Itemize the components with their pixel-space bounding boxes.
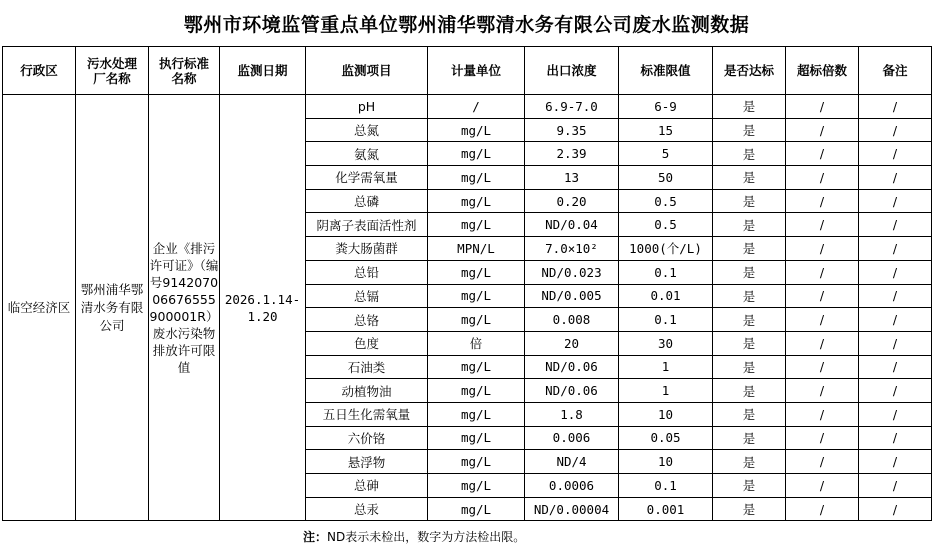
unit-cell: mg/L	[428, 497, 525, 521]
remark-cell: /	[859, 497, 932, 521]
unit-cell: mg/L	[428, 284, 525, 308]
remark-cell: /	[859, 260, 932, 284]
concentration-cell: ND/0.04	[525, 213, 619, 237]
plant-cell: 鄂州浦华鄂清水务有限公司	[76, 95, 149, 521]
limit-cell: 0.1	[619, 308, 713, 332]
header-standard: 执行标准名称	[149, 47, 220, 95]
header-compliant: 是否达标	[713, 47, 786, 95]
item-cell: 六价铬	[306, 426, 428, 450]
footnote-label: 注：	[303, 530, 328, 544]
limit-cell: 10	[619, 402, 713, 426]
header-date: 监测日期	[220, 47, 306, 95]
header-remark: 备注	[859, 47, 932, 95]
remark-cell: /	[859, 189, 932, 213]
concentration-cell: 13	[525, 166, 619, 190]
item-cell: 总镉	[306, 284, 428, 308]
item-cell: 总磷	[306, 189, 428, 213]
footnote	[303, 527, 525, 547]
district-cell: 临空经济区	[3, 95, 76, 521]
exceed-cell: /	[786, 237, 859, 261]
limit-cell: 0.01	[619, 284, 713, 308]
remark-cell: /	[859, 308, 932, 332]
unit-cell: mg/L	[428, 474, 525, 498]
unit-cell: mg/L	[428, 142, 525, 166]
unit-cell: mg/L	[428, 260, 525, 284]
limit-cell: 1	[619, 355, 713, 379]
unit-cell: mg/L	[428, 355, 525, 379]
compliant-cell: 是	[713, 474, 786, 498]
compliant-cell: 是	[713, 426, 786, 450]
exceed-cell: /	[786, 142, 859, 166]
exceed-cell: /	[786, 213, 859, 237]
unit-cell: MPN/L	[428, 237, 525, 261]
remark-cell: /	[859, 402, 932, 426]
remark-cell: /	[859, 213, 932, 237]
concentration-cell: 0.20	[525, 189, 619, 213]
page-title: 鄂州市环境监管重点单位鄂州浦华鄂清水务有限公司废水监测数据	[183, 13, 750, 36]
item-cell: pH	[306, 95, 428, 119]
compliant-cell: 是	[713, 260, 786, 284]
unit-cell: mg/L	[428, 213, 525, 237]
item-cell: 氨氮	[306, 142, 428, 166]
limit-cell: 6-9	[619, 95, 713, 119]
limit-cell: 0.5	[619, 189, 713, 213]
compliant-cell: 是	[713, 355, 786, 379]
exceed-cell: /	[786, 308, 859, 332]
exceed-cell: /	[786, 402, 859, 426]
item-cell: 化学需氧量	[306, 166, 428, 190]
limit-cell: 15	[619, 118, 713, 142]
concentration-cell: 0.008	[525, 308, 619, 332]
unit-cell: mg/L	[428, 189, 525, 213]
limit-cell: 5	[619, 142, 713, 166]
unit-cell: mg/L	[428, 450, 525, 474]
concentration-cell: 0.0006	[525, 474, 619, 498]
remark-cell: /	[859, 331, 932, 355]
exceed-cell: /	[786, 260, 859, 284]
item-cell: 粪大肠菌群	[306, 237, 428, 261]
item-cell: 总砷	[306, 474, 428, 498]
concentration-cell: 20	[525, 331, 619, 355]
header-unit: 计量单位	[428, 47, 525, 95]
item-cell: 总汞	[306, 497, 428, 521]
item-cell: 阴离子表面活性剂	[306, 213, 428, 237]
concentration-cell: 0.006	[525, 426, 619, 450]
exceed-cell: /	[786, 284, 859, 308]
limit-cell: 0.1	[619, 260, 713, 284]
item-cell: 总铬	[306, 308, 428, 332]
header-plant: 污水处理厂名称	[76, 47, 149, 95]
concentration-cell: ND/0.005	[525, 284, 619, 308]
compliant-cell: 是	[713, 213, 786, 237]
unit-cell: /	[428, 95, 525, 119]
item-cell: 总氮	[306, 118, 428, 142]
remark-cell: /	[859, 379, 932, 403]
concentration-cell: 2.39	[525, 142, 619, 166]
item-cell: 总铅	[306, 260, 428, 284]
limit-cell: 30	[619, 331, 713, 355]
exceed-cell: /	[786, 331, 859, 355]
compliant-cell: 是	[713, 284, 786, 308]
table-body	[3, 95, 932, 521]
unit-cell: mg/L	[428, 166, 525, 190]
item-cell: 色度	[306, 331, 428, 355]
concentration-cell: 7.0×10²	[525, 237, 619, 261]
footnote-text: ND表示未检出，数字为方法检出限。	[327, 530, 526, 544]
compliant-cell: 是	[713, 142, 786, 166]
exceed-cell: /	[786, 379, 859, 403]
unit-cell: mg/L	[428, 379, 525, 403]
remark-cell: /	[859, 142, 932, 166]
concentration-cell: 9.35	[525, 118, 619, 142]
item-cell: 动植物油	[306, 379, 428, 403]
item-cell: 五日生化需氧量	[306, 402, 428, 426]
header-row	[3, 47, 932, 95]
limit-cell: 0.05	[619, 426, 713, 450]
limit-cell: 10	[619, 450, 713, 474]
concentration-cell: ND/0.06	[525, 355, 619, 379]
concentration-cell: ND/0.00004	[525, 497, 619, 521]
remark-cell: /	[859, 355, 932, 379]
limit-cell: 1	[619, 379, 713, 403]
header-district: 行政区	[3, 47, 76, 95]
unit-cell: mg/L	[428, 118, 525, 142]
limit-cell: 0.001	[619, 497, 713, 521]
remark-cell: /	[859, 450, 932, 474]
unit-cell: 倍	[428, 331, 525, 355]
compliant-cell: 是	[713, 450, 786, 474]
compliant-cell: 是	[713, 189, 786, 213]
compliant-cell: 是	[713, 331, 786, 355]
exceed-cell: /	[786, 118, 859, 142]
header-limit: 标准限值	[619, 47, 713, 95]
concentration-cell: ND/4	[525, 450, 619, 474]
concentration-cell: ND/0.023	[525, 260, 619, 284]
exceed-cell: /	[786, 497, 859, 521]
limit-cell: 0.1	[619, 474, 713, 498]
compliant-cell: 是	[713, 118, 786, 142]
exceed-cell: /	[786, 189, 859, 213]
table-row	[3, 95, 932, 119]
compliant-cell: 是	[713, 379, 786, 403]
unit-cell: mg/L	[428, 402, 525, 426]
concentration-cell: 6.9-7.0	[525, 95, 619, 119]
header-concentration: 出口浓度	[525, 47, 619, 95]
exceed-cell: /	[786, 450, 859, 474]
limit-cell: 50	[619, 166, 713, 190]
item-cell: 石油类	[306, 355, 428, 379]
header-item: 监测项目	[306, 47, 428, 95]
standard-cell: 企业《排污许可证》（编号914207006676555900001R）废水污染物排放许可限值	[149, 95, 220, 521]
unit-cell: mg/L	[428, 426, 525, 450]
date-cell: 2026.1.14-1.20	[220, 95, 306, 521]
remark-cell: /	[859, 284, 932, 308]
remark-cell: /	[859, 426, 932, 450]
exceed-cell: /	[786, 355, 859, 379]
exceed-cell: /	[786, 95, 859, 119]
remark-cell: /	[859, 237, 932, 261]
concentration-cell: ND/0.06	[525, 379, 619, 403]
exceed-cell: /	[786, 166, 859, 190]
compliant-cell: 是	[713, 308, 786, 332]
remark-cell: /	[859, 166, 932, 190]
remark-cell: /	[859, 118, 932, 142]
remark-cell: /	[859, 474, 932, 498]
monitoring-table	[2, 46, 932, 521]
unit-cell: mg/L	[428, 308, 525, 332]
compliant-cell: 是	[713, 95, 786, 119]
item-cell: 悬浮物	[306, 450, 428, 474]
concentration-cell: 1.8	[525, 402, 619, 426]
exceed-cell: /	[786, 426, 859, 450]
header-exceed: 超标倍数	[786, 47, 859, 95]
limit-cell: 0.5	[619, 213, 713, 237]
compliant-cell: 是	[713, 402, 786, 426]
remark-cell: /	[859, 95, 932, 119]
compliant-cell: 是	[713, 237, 786, 261]
exceed-cell: /	[786, 474, 859, 498]
limit-cell: 1000(个/L)	[619, 237, 713, 261]
compliant-cell: 是	[713, 497, 786, 521]
compliant-cell: 是	[713, 166, 786, 190]
